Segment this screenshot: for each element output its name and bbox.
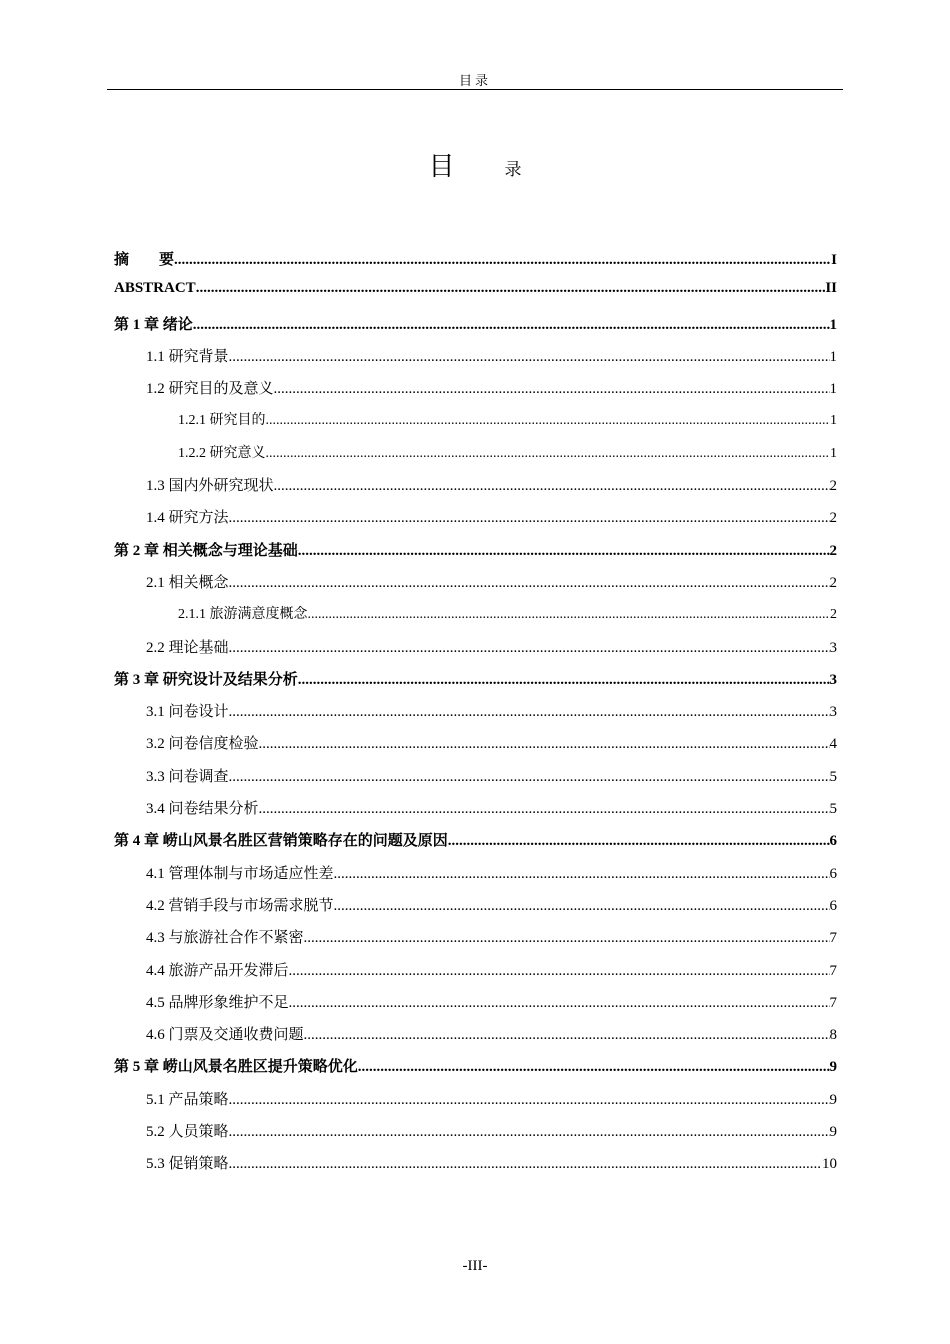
dot-leader [229,349,830,366]
toc-entry[interactable] [114,506,837,538]
toc-entry[interactable] [114,377,837,409]
toc-entry[interactable] [114,280,837,312]
toc-entry-text: 5.3 促销策略 [146,1156,229,1173]
dot-leader [274,478,830,495]
dot-leader [358,1059,830,1076]
dot-leader [193,317,830,334]
toc-entry[interactable] [114,668,837,700]
toc-entry[interactable] [114,1055,837,1087]
dot-leader [266,413,831,429]
toc-entry[interactable] [114,991,837,1023]
dot-leader [274,381,830,398]
toc-entry-page: 1 [829,381,837,398]
toc-entry-page: 5 [829,801,837,818]
toc-title-first: 目 [428,152,455,181]
toc-entry[interactable] [114,539,837,571]
toc-entry-text: 1.2.1 研究目的 [178,413,266,429]
toc-entry-text: 1.2.2 研究意义 [178,445,266,461]
toc-entry[interactable] [114,345,837,377]
dot-leader [229,1156,822,1173]
toc-entry-page: 4 [829,736,837,753]
toc-entry-page: 9 [829,1091,837,1108]
toc-entry[interactable] [114,732,837,764]
toc-entry-page: 7 [829,994,837,1011]
toc-entry[interactable] [114,603,837,635]
toc-entry[interactable] [114,248,837,280]
toc-entry[interactable] [114,442,837,474]
toc-entry-text: 1.1 研究背景 [146,348,229,365]
toc-entry-text: 4.4 旅游产品开发滞后 [146,962,289,979]
toc-entry-text: 第 4 章 崂山风景名胜区营销策略存在的问题及原因 [114,833,448,850]
toc-entry-text: 3.2 问卷信度检验 [146,736,259,753]
dot-leader [229,640,830,657]
toc-entry-page: 1 [830,445,837,461]
dot-leader [304,1027,830,1044]
toc-entry-text: 4.6 门票及交通收费问题 [146,1027,304,1044]
dot-leader [334,898,830,915]
toc-entry-text: 第 5 章 崂山风景名胜区提升策略优化 [114,1059,358,1076]
toc-entry-page: 8 [829,1027,837,1044]
dot-leader [448,833,830,850]
toc-entry-page: II [825,280,837,297]
dot-leader [229,769,830,786]
toc-entry-text: 3.3 问卷调查 [146,768,229,785]
dot-leader [298,543,830,560]
dot-leader [334,866,830,883]
toc-entry-text: 5.2 人员策略 [146,1124,229,1141]
toc-entry-page: 2 [829,574,837,591]
dot-leader [304,930,830,947]
toc-entry[interactable] [114,894,837,926]
toc-entry-page: 6 [829,897,837,914]
dot-leader [229,1092,830,1109]
toc-entry[interactable] [114,926,837,958]
toc-entry-text: 2.2 理论基础 [146,639,229,656]
toc-entry-text: 2.1.1 旅游满意度概念 [178,607,308,623]
toc-entry-text: 摘 要 [114,252,175,268]
dot-leader [259,736,830,753]
toc-entry-page: 1 [829,348,837,365]
toc-entry-page: 3 [829,671,837,688]
dot-leader [229,510,830,527]
toc-title-second: 录 [504,160,522,179]
toc-entry-page: 1 [829,316,837,333]
toc-entry[interactable] [114,959,837,991]
toc-entry[interactable] [114,636,837,668]
toc-entry[interactable] [114,765,837,797]
dot-leader [308,607,831,623]
toc-entry-text: 1.3 国内外研究现状 [146,478,274,495]
dot-leader [259,801,830,818]
toc-entry-text: 3.1 问卷设计 [146,704,229,721]
toc-entry[interactable] [114,313,837,345]
toc-entry-text: 第 3 章 研究设计及结果分析 [114,671,298,688]
toc-entry-page: 2 [829,510,837,527]
toc-entry-page: I [831,252,837,268]
toc-entry[interactable] [114,571,837,603]
toc-entry-text: 4.2 营销手段与市场需求脱节 [146,897,334,914]
header-rule [107,89,843,90]
toc-entry-page: 2 [829,478,837,495]
toc-entry-page: 7 [829,962,837,979]
toc-entry-page: 5 [829,768,837,785]
dot-leader [229,1124,830,1141]
toc-entry-page: 3 [829,639,837,656]
toc-entry-text: 5.1 产品策略 [146,1091,229,1108]
toc-entry[interactable] [114,700,837,732]
toc-entry-page: 6 [829,833,837,850]
toc-entry-text: 2.1 相关概念 [146,574,229,591]
dot-leader [266,446,831,462]
toc-entry-text: 4.1 管理体制与市场适应性差 [146,865,334,882]
toc-entry-page: 2 [829,542,837,559]
toc-entry[interactable] [114,409,837,441]
toc-entry-text: 第 2 章 相关概念与理论基础 [114,542,298,559]
toc-entry-page: 1 [830,413,837,429]
toc-entry-page: 6 [829,865,837,882]
toc-entry[interactable] [114,474,837,506]
dot-leader [229,704,830,721]
toc-entry[interactable] [114,797,837,829]
toc-entry-text: ABSTRACT [114,280,196,297]
toc-entry-page: 9 [829,1059,837,1076]
toc-entry-page: 10 [822,1156,837,1173]
dot-leader [298,672,830,689]
toc-entry-page: 9 [829,1124,837,1141]
toc-entry-text: 4.5 品牌形象维护不足 [146,994,289,1011]
running-header: 目录 [458,73,491,88]
dot-leader [289,995,830,1012]
dot-leader [289,963,830,980]
dot-leader [196,280,826,297]
toc-entry-page: 7 [829,930,837,947]
page-number-footer: -III- [462,1258,488,1274]
toc-entry[interactable] [114,1152,837,1184]
toc-entry-page: 2 [830,607,837,623]
toc-entry-text: 3.4 问卷结果分析 [146,801,259,818]
toc-entry[interactable] [114,1023,837,1055]
toc-entry-text: 1.4 研究方法 [146,510,229,527]
toc-entry[interactable] [114,1088,837,1120]
toc-entry[interactable] [114,1120,837,1152]
dot-leader [229,575,830,592]
toc-entry-text: 第 1 章 绪论 [114,316,193,333]
toc-entry[interactable] [114,829,837,861]
toc-title [0,146,950,183]
toc-entry-page: 3 [829,704,837,721]
dot-leader [174,252,831,269]
table-of-contents [114,248,837,1185]
toc-entry[interactable] [114,862,837,894]
toc-entry-text: 4.3 与旅游社合作不紧密 [146,930,304,947]
toc-entry-text: 1.2 研究目的及意义 [146,381,274,398]
